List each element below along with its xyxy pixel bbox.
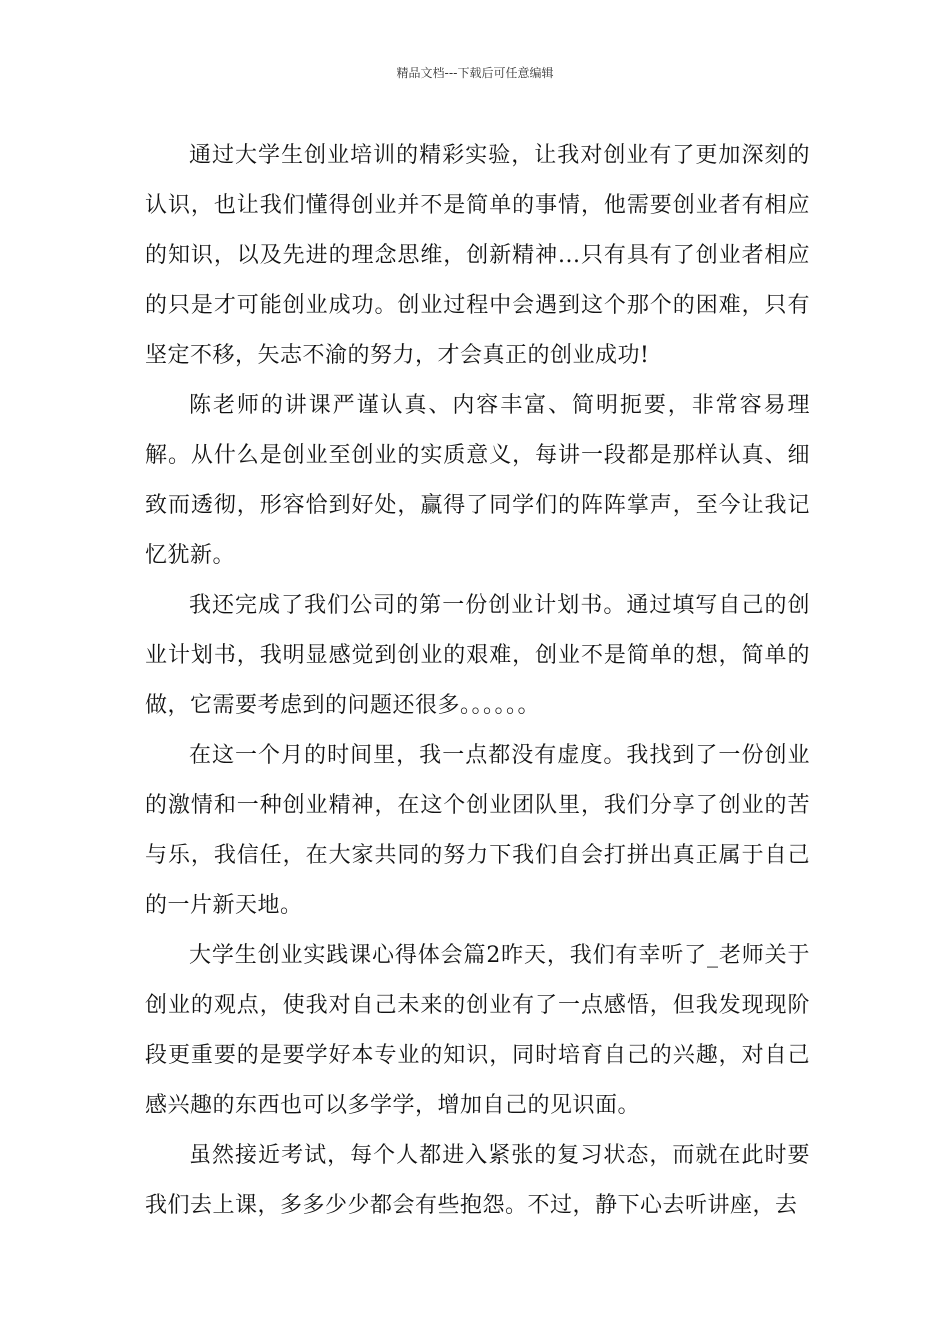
page-header: 精品文档---下载后可任意编辑 — [396, 66, 554, 80]
paragraph: 在这一个月的时间里，我一点都没有虚度。我找到了一份创业的激情和一种创业精神，在这个创业团队里，我们分享了创业的苦与乐，我信任，在大家共同的努力下我们自会打拼出真正属于自己的一片新天地。 — [145, 743, 810, 918]
paragraph: 我还完成了我们公司的第一份创业计划书。通过填写自己的创业计划书，我明显感觉到创业的艰难，创业不是简单的想，简单的做，它需要考虑到的问题还很多。。。。。。 — [145, 593, 810, 718]
document-body — [145, 131, 810, 1231]
paragraph: 通过大学生创业培训的精彩实验，让我对创业有了更加深刻的认识，也让我们懂得创业并不是简单的事情，他需要创业者有相应的知识，以及先进的理念思维，创新精神...只有具有了创业者相应的只是才可能创业成功。创业过程中会遇到这个那个的困难，只有坚定不移，矢志不渝的努力，才会真正的创业成功! — [145, 143, 810, 368]
paragraph: 虽然接近考试，每个人都进入紧张的复习状态，而就在此时要我们去上课，多多少少都会有些抱怨。不过，静下心去听讲座，去 — [145, 1143, 810, 1218]
paragraph: 大学生创业实践课心得体会篇2昨天，我们有幸听了_老师关于创业的观点，使我对自己未来的创业有了一点感悟，但我发现现阶段更重要的是要学好本专业的知识，同时培育自己的兴趣，对自己感兴趣的东西也可以多学学，增加自己的见识面。 — [145, 943, 810, 1118]
paragraph: 陈老师的讲课严谨认真、内容丰富、简明扼要，非常容易理解。从什么是创业至创业的实质意义，每讲一段都是那样认真、细致而透彻，形容恰到好处，赢得了同学们的阵阵掌声，至今让我记忆犹新。 — [145, 393, 810, 568]
